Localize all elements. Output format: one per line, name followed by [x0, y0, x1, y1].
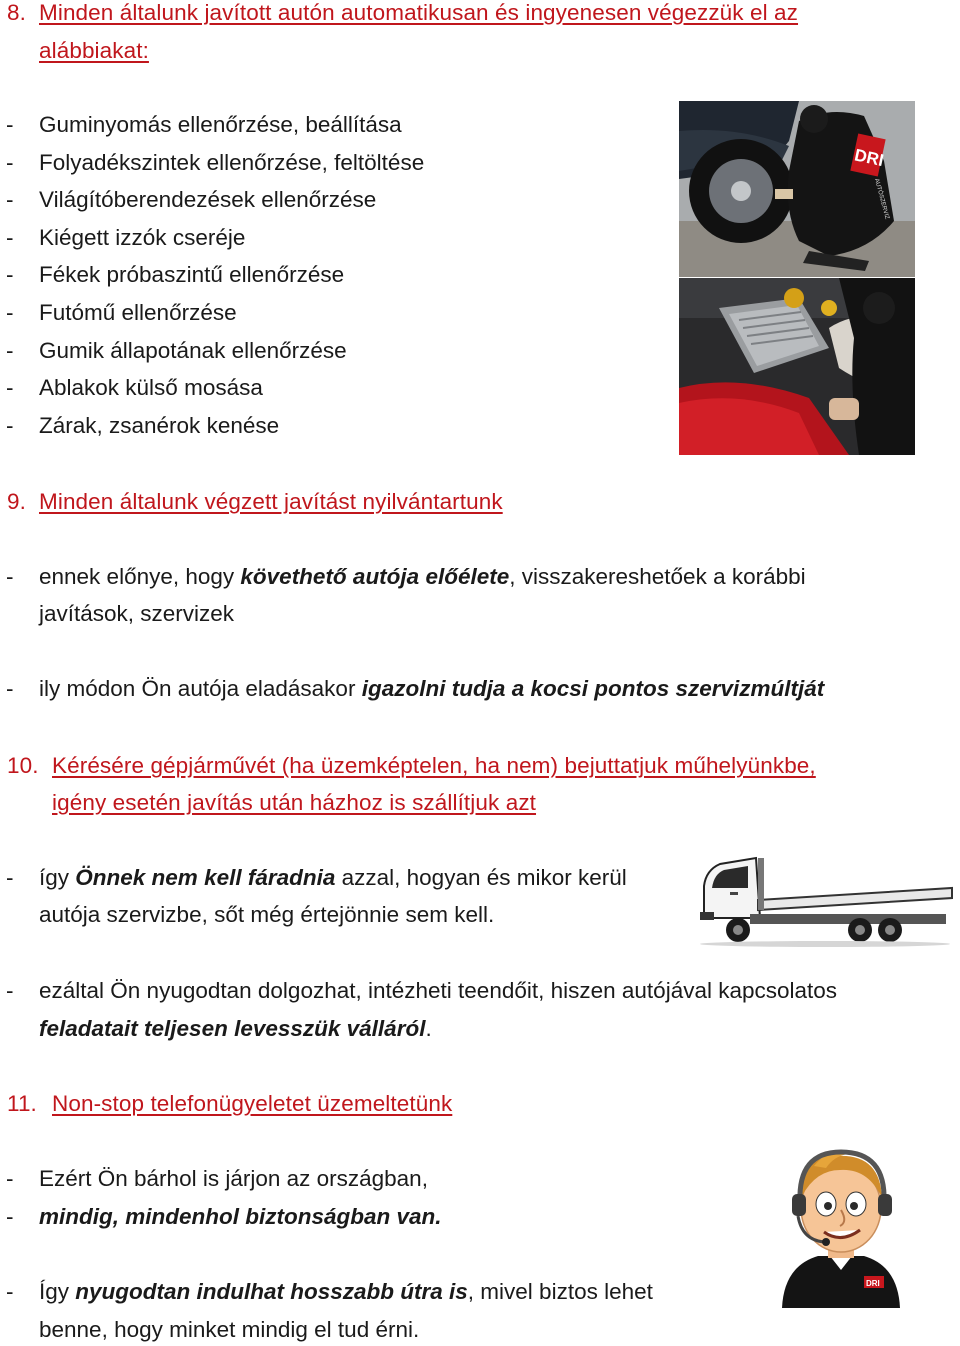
bullet-dash: - [6, 375, 14, 400]
headset-mascot-icon [768, 1146, 914, 1308]
bullet-dash: - [6, 978, 14, 1003]
list-item-text: Ezért Ön bárhol is járjon az országban, [39, 1166, 428, 1191]
section-9-title: Minden általunk végzett javítást nyilvántartunk [39, 489, 503, 514]
bullet-dash: - [6, 225, 14, 250]
section-10-heading-line1 [7, 751, 816, 781]
bullet-dash: - [6, 676, 14, 701]
text-run: ennek előnye, hogy [39, 564, 241, 589]
bullet-dash: - [6, 187, 14, 212]
list-item-text: ezáltal Ön nyugodtan dolgozhat, intézheti teendőit, hiszen autójával kapcsolatos [39, 978, 838, 1003]
section-8-title-line2: alábbiakat: [39, 38, 149, 63]
section-10-number: 10. [7, 753, 39, 778]
list-item-text [39, 674, 824, 704]
engine-bay-illustration [679, 278, 915, 455]
bullet-dash: - [6, 865, 14, 890]
mechanic-tyre-photo [679, 101, 915, 277]
mascot-illustration [768, 1146, 914, 1308]
jacket-logo: DRI [852, 145, 886, 171]
emphasis-text: feladatait teljesen levesszük válláról [39, 1016, 426, 1041]
bullet-dash: - [6, 564, 14, 589]
section-10-title-line2: igény esetén javítás után házhoz is szállítjuk azt [52, 790, 537, 815]
bullet-dash: - [6, 338, 14, 363]
mascot-badge: DRI [866, 1279, 880, 1288]
list-item-text: Futómű ellenőrzése [39, 300, 237, 325]
bullet-dash: - [6, 262, 14, 287]
bullet-dash: - [6, 1166, 14, 1191]
emphasis-text: követhető autója előélete [240, 564, 510, 589]
section-9-number: 9. [7, 489, 26, 514]
emphasis-text: mindig, mindenhol biztonságban van. [39, 1204, 442, 1229]
list-item-text: autója szervizbe, sőt még értejönnie sem kell. [39, 902, 495, 927]
text-run: így [39, 865, 76, 890]
text-run: , mivel biztos lehet [467, 1279, 653, 1304]
bullet-dash: - [6, 413, 14, 438]
jacket-text: AUTÓSZERVIZ [873, 177, 890, 220]
bullet-dash: - [6, 112, 14, 137]
section-8-title-line1: Minden általunk javított autón automatikusan és ingyenesen végezzük el az [39, 0, 799, 25]
bullet-dash: - [6, 300, 14, 325]
section-8-heading-line1 [7, 0, 798, 28]
section-11-title: Non-stop telefonügyeletet üzemeltetünk [52, 1091, 453, 1116]
emphasis-text: igazolni tudja a kocsi pontos szervizmúltját [361, 676, 825, 701]
emphasis-text: Önnek nem kell fáradnia [75, 865, 336, 890]
list-item-text: Fékek próbaszintű ellenőrzése [39, 262, 345, 287]
list-item-text [39, 562, 806, 592]
bullet-dash: - [6, 1279, 14, 1304]
section-8-number: 8. [7, 0, 26, 25]
engine-bay-photo [679, 278, 915, 455]
list-item-text [39, 1014, 432, 1044]
text-run: azzal, hogyan és mikor kerül [335, 865, 627, 890]
section-10-heading-line2 [52, 788, 536, 818]
list-item-text: Kiégett izzók cseréje [39, 225, 246, 250]
list-item-text: javítások, szervizek [39, 601, 235, 626]
bullet-dash: - [6, 150, 14, 175]
section-10-title-line1: Kérésére gépjárművét (ha üzemképtelen, ha nem) bejuttatjuk műhelyünkbe, [52, 753, 816, 778]
text-run: ily módon Ön autója eladásakor [39, 676, 362, 701]
text-run: Így [39, 1279, 76, 1304]
section-9-heading [7, 487, 503, 517]
mechanic-tyre-illustration [679, 101, 915, 277]
text-run: . [425, 1016, 432, 1041]
list-item-text: benne, hogy minket mindig el tud érni. [39, 1317, 420, 1342]
list-item-text [39, 863, 627, 893]
section-11-number: 11. [7, 1091, 37, 1116]
list-item-text: Guminyomás ellenőrzése, beállítása [39, 112, 402, 137]
list-item-text: Ablakok külső mosása [39, 375, 263, 400]
text-run: , visszakereshetőek a korábbi [509, 564, 806, 589]
tow-truck-illustration [690, 848, 956, 950]
bullet-dash: - [6, 1204, 14, 1229]
list-item-text: Zárak, zsanérok kenése [39, 413, 280, 438]
section-11-heading [7, 1089, 452, 1119]
emphasis-text: nyugodtan indulhat hosszabb útra is [75, 1279, 468, 1304]
list-item-text: Világítóberendezések ellenőrzése [39, 187, 377, 212]
section-8-heading-line2 [39, 36, 149, 66]
tow-truck-icon [690, 848, 956, 950]
list-item-text [39, 1277, 653, 1307]
list-item-text: Folyadékszintek ellenőrzése, feltöltése [39, 150, 425, 175]
list-item-text: Gumik állapotának ellenőrzése [39, 338, 347, 363]
